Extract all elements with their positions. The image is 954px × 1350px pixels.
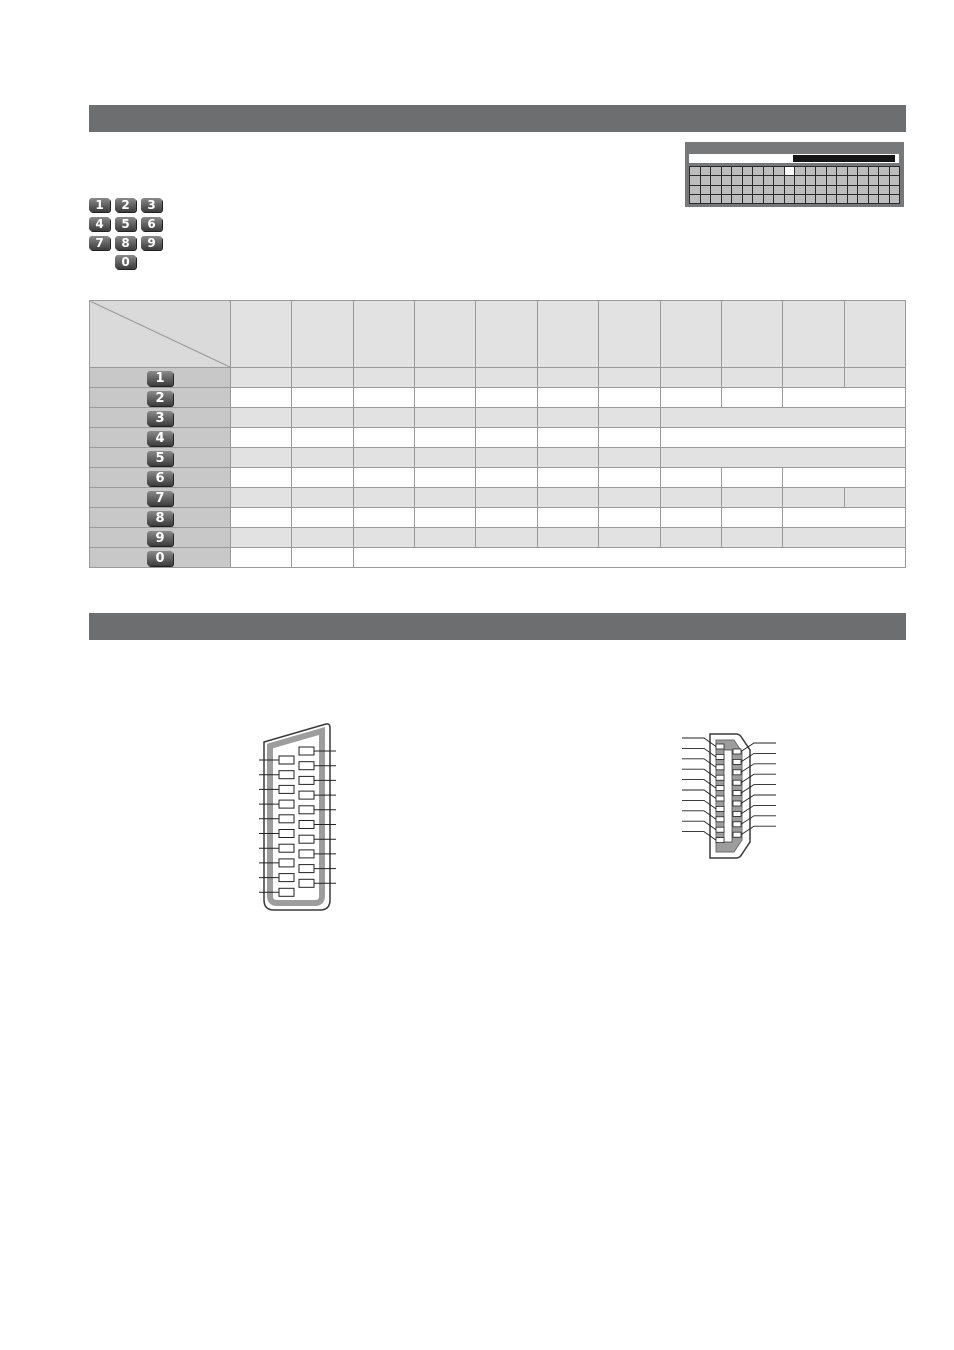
key-8: 8	[115, 236, 136, 250]
osk-cell	[764, 176, 774, 184]
osk-cell	[795, 176, 805, 184]
osk-cell	[848, 176, 858, 184]
osk-cell	[711, 195, 721, 203]
table-header-row	[90, 301, 906, 368]
osk-cell	[837, 186, 847, 194]
osk-cell	[795, 186, 805, 194]
hdmi-pin	[716, 838, 724, 843]
osk-cell	[795, 167, 805, 175]
osk-cell	[827, 176, 837, 184]
section-header-bar-2	[89, 613, 906, 640]
osk-cell	[837, 167, 847, 175]
osk-cell	[890, 176, 900, 184]
scart-pin	[299, 865, 314, 873]
osk-cell	[858, 176, 868, 184]
osk-cell	[785, 195, 795, 203]
key-7: 7	[89, 236, 110, 250]
text-input-bar	[689, 154, 899, 163]
osk-cell	[837, 176, 847, 184]
osk-cell	[785, 176, 795, 184]
key-1: 1	[89, 198, 110, 212]
osk-cell	[869, 186, 879, 194]
hdmi-pin	[733, 811, 741, 816]
osk-cell	[774, 195, 784, 203]
key-5: 5	[115, 217, 136, 231]
character-table	[89, 300, 906, 568]
osk-cell	[879, 176, 889, 184]
osk-cell	[732, 176, 742, 184]
scart-pin	[279, 800, 294, 808]
osk-cell	[722, 186, 732, 194]
row-key: 4	[147, 431, 173, 446]
scart-pin	[279, 844, 294, 852]
osk-cell	[743, 186, 753, 194]
row-key: 3	[147, 411, 173, 426]
scart-pin	[279, 859, 294, 867]
row-key: 7	[147, 491, 173, 506]
osk-cell	[848, 167, 858, 175]
osk-cell	[890, 195, 900, 203]
osk-cell	[711, 167, 721, 175]
osk-cell	[690, 167, 700, 175]
character-grid	[689, 166, 900, 204]
osk-cell	[774, 167, 784, 175]
osk-cell	[869, 167, 879, 175]
hdmi-pin	[733, 749, 741, 754]
osk-cell	[701, 167, 711, 175]
osk-cell	[764, 186, 774, 194]
hdmi-pin	[733, 801, 741, 806]
osk-cell	[858, 186, 868, 194]
scart-pin	[299, 776, 314, 784]
scart-pin	[299, 879, 314, 887]
osk-cell	[732, 167, 742, 175]
table-row	[90, 528, 906, 548]
scart-pin	[279, 830, 294, 838]
table-row	[90, 448, 906, 468]
osk-cell	[711, 176, 721, 184]
row-key: 8	[147, 511, 173, 526]
osk-cell	[722, 167, 732, 175]
osk-cell	[848, 195, 858, 203]
table-row	[90, 388, 906, 408]
scart-pin	[279, 756, 294, 764]
osk-cell	[890, 186, 900, 194]
key-3: 3	[141, 198, 162, 212]
osk-cell	[816, 195, 826, 203]
osk-cell	[753, 176, 763, 184]
osk-cell	[785, 186, 795, 194]
osk-cell	[774, 186, 784, 194]
osk-cell	[753, 186, 763, 194]
osk-cell	[690, 186, 700, 194]
table-row	[90, 368, 906, 388]
scart-pin	[279, 888, 294, 896]
osk-cell	[701, 176, 711, 184]
section-header-bar-1	[89, 105, 906, 132]
hdmi-pin	[733, 822, 741, 827]
hdmi-pin	[733, 780, 741, 785]
osk-cell	[690, 176, 700, 184]
text-input-fill	[793, 155, 895, 162]
osk-cell	[764, 195, 774, 203]
hdmi-pin	[733, 759, 741, 764]
key-2: 2	[115, 198, 136, 212]
osk-cell	[869, 195, 879, 203]
osk-cell	[722, 195, 732, 203]
hdmi-pin	[716, 744, 724, 749]
osk-cell	[827, 186, 837, 194]
osk-cell	[774, 176, 784, 184]
table-row	[90, 468, 906, 488]
osk-cell	[764, 167, 774, 175]
osk-cell	[816, 186, 826, 194]
hdmi-pin	[716, 775, 724, 780]
scart-pin	[279, 815, 294, 823]
osk-cell	[743, 176, 753, 184]
osk-cell	[806, 186, 816, 194]
row-key: 6	[147, 471, 173, 486]
osk-cell	[848, 186, 858, 194]
scart-connector-icon	[250, 720, 350, 915]
row-key: 1	[147, 371, 173, 386]
osk-cell	[743, 195, 753, 203]
osk-cell	[858, 195, 868, 203]
hdmi-pin	[733, 832, 741, 837]
row-key: 5	[147, 451, 173, 466]
osk-cell	[743, 167, 753, 175]
osk-cell	[879, 186, 889, 194]
osk-cell	[753, 167, 763, 175]
osk-cell	[806, 195, 816, 203]
osk-cell	[722, 176, 732, 184]
hdmi-pin	[716, 796, 724, 801]
hdmi-connector-icon	[678, 722, 782, 867]
osk-cell	[827, 195, 837, 203]
scart-pin	[299, 835, 314, 843]
osk-cell	[795, 195, 805, 203]
key-6: 6	[141, 217, 162, 231]
hdmi-pin	[716, 765, 724, 770]
hdmi-pin	[733, 791, 741, 796]
osk-cell	[879, 167, 889, 175]
row-key: 2	[147, 391, 173, 406]
osk-cell	[890, 167, 900, 175]
key-9: 9	[141, 236, 162, 250]
scart-pin	[299, 791, 314, 799]
osk-cell	[858, 167, 868, 175]
osk-cell	[879, 195, 889, 203]
osk-cell	[869, 176, 879, 184]
key-0: 0	[115, 255, 136, 269]
table-row	[90, 408, 906, 428]
table-row	[90, 488, 906, 508]
hdmi-pin	[716, 827, 724, 832]
scart-pin	[299, 747, 314, 755]
osk-cell	[827, 167, 837, 175]
row-key: 0	[147, 551, 173, 566]
osk-cell	[837, 195, 847, 203]
scart-pin	[299, 821, 314, 829]
table-row	[90, 548, 906, 568]
scart-pin	[299, 806, 314, 814]
scart-pin	[279, 771, 294, 779]
osk-cell	[753, 195, 763, 203]
osk-cell	[816, 176, 826, 184]
hdmi-pin	[716, 806, 724, 811]
osk-cell	[732, 186, 742, 194]
table-row	[90, 508, 906, 528]
hdmi-pin	[716, 754, 724, 759]
osk-cell	[711, 186, 721, 194]
hdmi-pin	[716, 786, 724, 791]
osk-cell	[806, 167, 816, 175]
scart-pin	[279, 874, 294, 882]
row-key: 9	[147, 531, 173, 546]
osk-cell	[690, 195, 700, 203]
hdmi-pin	[733, 770, 741, 775]
osk-cell	[785, 167, 795, 175]
hdmi-pin	[716, 817, 724, 822]
osk-cell	[732, 195, 742, 203]
osk-cell	[816, 167, 826, 175]
scart-pin	[299, 850, 314, 858]
scart-pin	[279, 785, 294, 793]
osk-cell	[806, 176, 816, 184]
table-row	[90, 428, 906, 448]
osk-cell	[701, 186, 711, 194]
osk-cell	[701, 195, 711, 203]
table-corner-cell	[90, 301, 231, 368]
key-4: 4	[89, 217, 110, 231]
scart-pin	[299, 762, 314, 770]
on-screen-keyboard-illustration	[685, 142, 904, 207]
